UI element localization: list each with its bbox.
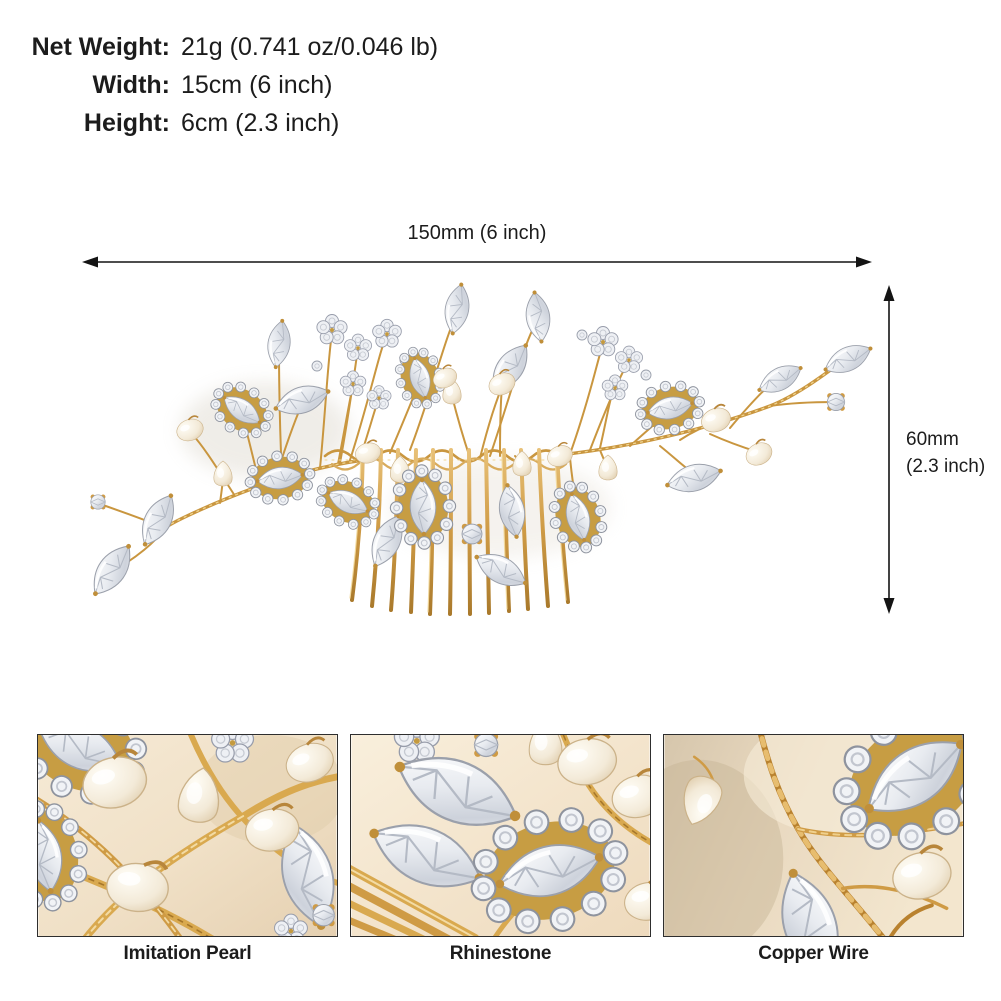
imitation-pearl-closeup <box>38 735 337 936</box>
spec-label-height: Height: <box>83 109 170 137</box>
spec-value-width: 15cm (6 inch) <box>181 71 333 99</box>
material-label-copper-wire: Copper Wire <box>758 943 869 964</box>
spec-row-width <box>30 66 438 104</box>
product-photo-hair-comb <box>70 278 890 628</box>
spec-row-net-weight <box>30 28 438 66</box>
material-label-imitation-pearl: Imitation Pearl <box>123 943 252 964</box>
spec-value-net-weight: 21g (0.741 oz/0.046 lb) <box>181 33 439 61</box>
material-photo-copper-wire <box>663 734 964 937</box>
width-arrow <box>82 257 872 268</box>
material-photo-imitation-pearl <box>37 734 338 937</box>
height-dimension-label <box>906 426 985 480</box>
height-dimension-value: 60mm <box>906 429 959 450</box>
height-dimension-unit: (2.3 inch) <box>906 456 986 477</box>
material-label-rhinestone: Rhinestone <box>449 943 552 964</box>
spec-label-width: Width: <box>92 71 170 99</box>
material-photo-rhinestone <box>350 734 651 937</box>
spec-list <box>30 28 438 142</box>
spec-row-height <box>30 104 438 142</box>
width-dimension-label: 150mm (6 inch) <box>407 222 547 244</box>
spec-label-net-weight: Net Weight: <box>31 33 170 61</box>
rhinestone-closeup <box>351 735 650 936</box>
copper-wire-closeup <box>664 735 963 936</box>
spec-value-height: 6cm (2.3 inch) <box>181 109 340 137</box>
